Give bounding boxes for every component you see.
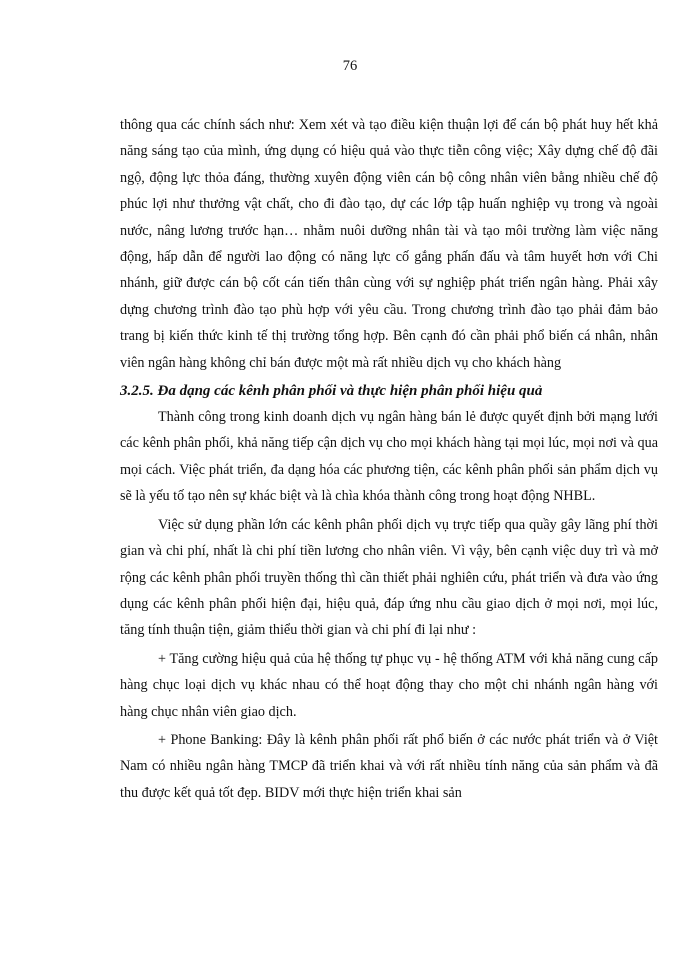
- body-paragraph-2: Thành công trong kinh doanh dịch vụ ngân hàng bán lẻ được quyết định bởi mạng lưới các kênh phân phối, khả năng tiếp cận dịch vụ cho mọi khách hàng tại mọi lúc, mọi nơi và qua mọi cách. Việc phát triển, đa dạng hóa các phương tiện, các kênh phân phối sản phẩm dịch vụ sẽ là yếu tố tạo nên sự khác biệt và là chìa khóa thành công trong hoạt động NHBL.: [120, 409, 658, 505]
- page-number: 76: [342, 58, 358, 74]
- body-paragraph-5: + Phone Banking: Đây là kênh phân phối rất phổ biến ở các nước phát triển và ở Việt Nam có nhiều ngân hàng TMCP đã triển khai và với rất nhiều tính năng của sản phẩm và đã thu được kết quả tốt đẹp. BIDV mới thực hiện triển khai sản: [120, 731, 658, 801]
- body-paragraph-1: thông qua các chính sách như: Xem xét và tạo điều kiện thuận lợi để cán bộ phát huy hết khả năng sáng tạo của mình, ứng dụng có hiệu quả vào thực tiễn công việc; Xây dựng chế độ đãi ngộ, động lực thỏa đáng, thường xuyên động viên cán bộ công nhân viên bằng nhiều chế độ phúc lợi như thưởng vật chất, cho đi đào tạo, dự các lớp tập huấn nghiệp vụ trong và ngoài nước, nâng lương trước hạn… nhằm nuôi dưỡng nhân tài và tạo môi trường làm việc năng động, hấp dẫn để người lao động có năng lực cố gắng phấn đấu và tâm huyết hơn với Chi nhánh, giữ được cán bộ cốt cán tiến thân cùng với sự nghiệp phát triển ngân hàng. Phải xây dựng chương trình đào tạo phù hợp với yêu cầu. Trong chương trình đào tạo phải đảm bảo trang bị kiến thức kinh tế thị trường tổng hợp. Bên cạnh đó cần phải phổ biến cá nhân, nhân viên ngân hàng không chỉ bán được một mà rất nhiều dịch vụ cho khách hàng: [120, 117, 658, 371]
- section-heading: 3.2.5. Đa dạng các kênh phân phối và thực hiện phân phối hiệu quả: [120, 383, 543, 400]
- page-content: [120, 112, 658, 808]
- body-paragraph-3: Việc sử dụng phần lớn các kênh phân phối dịch vụ trực tiếp qua quầy gây lãng phí thời gian và chi phí, nhất là chi phí tiền lương cho nhân viên. Vì vậy, bên cạnh việc duy trì và mở rộng các kênh phân phối truyền thống thì cần thiết phải nghiên cứu, phát triển và đưa vào ứng dụng các kênh phân phối hiện đại, hiệu quả, đáp ứng nhu cầu giao dịch ở mọi nơi, mọi lúc, tăng tính thuận tiện, giảm thiểu thời gian và chi phí đi lại như :: [120, 516, 658, 639]
- body-paragraph-4: + Tăng cường hiệu quả của hệ thống tự phục vụ - hệ thống ATM với khả năng cung cấp hàng chục loại dịch vụ khác nhau có thể hoạt động thay cho một chi nhánh ngân hàng với hàng chục nhân viên giao dịch.: [120, 650, 658, 720]
